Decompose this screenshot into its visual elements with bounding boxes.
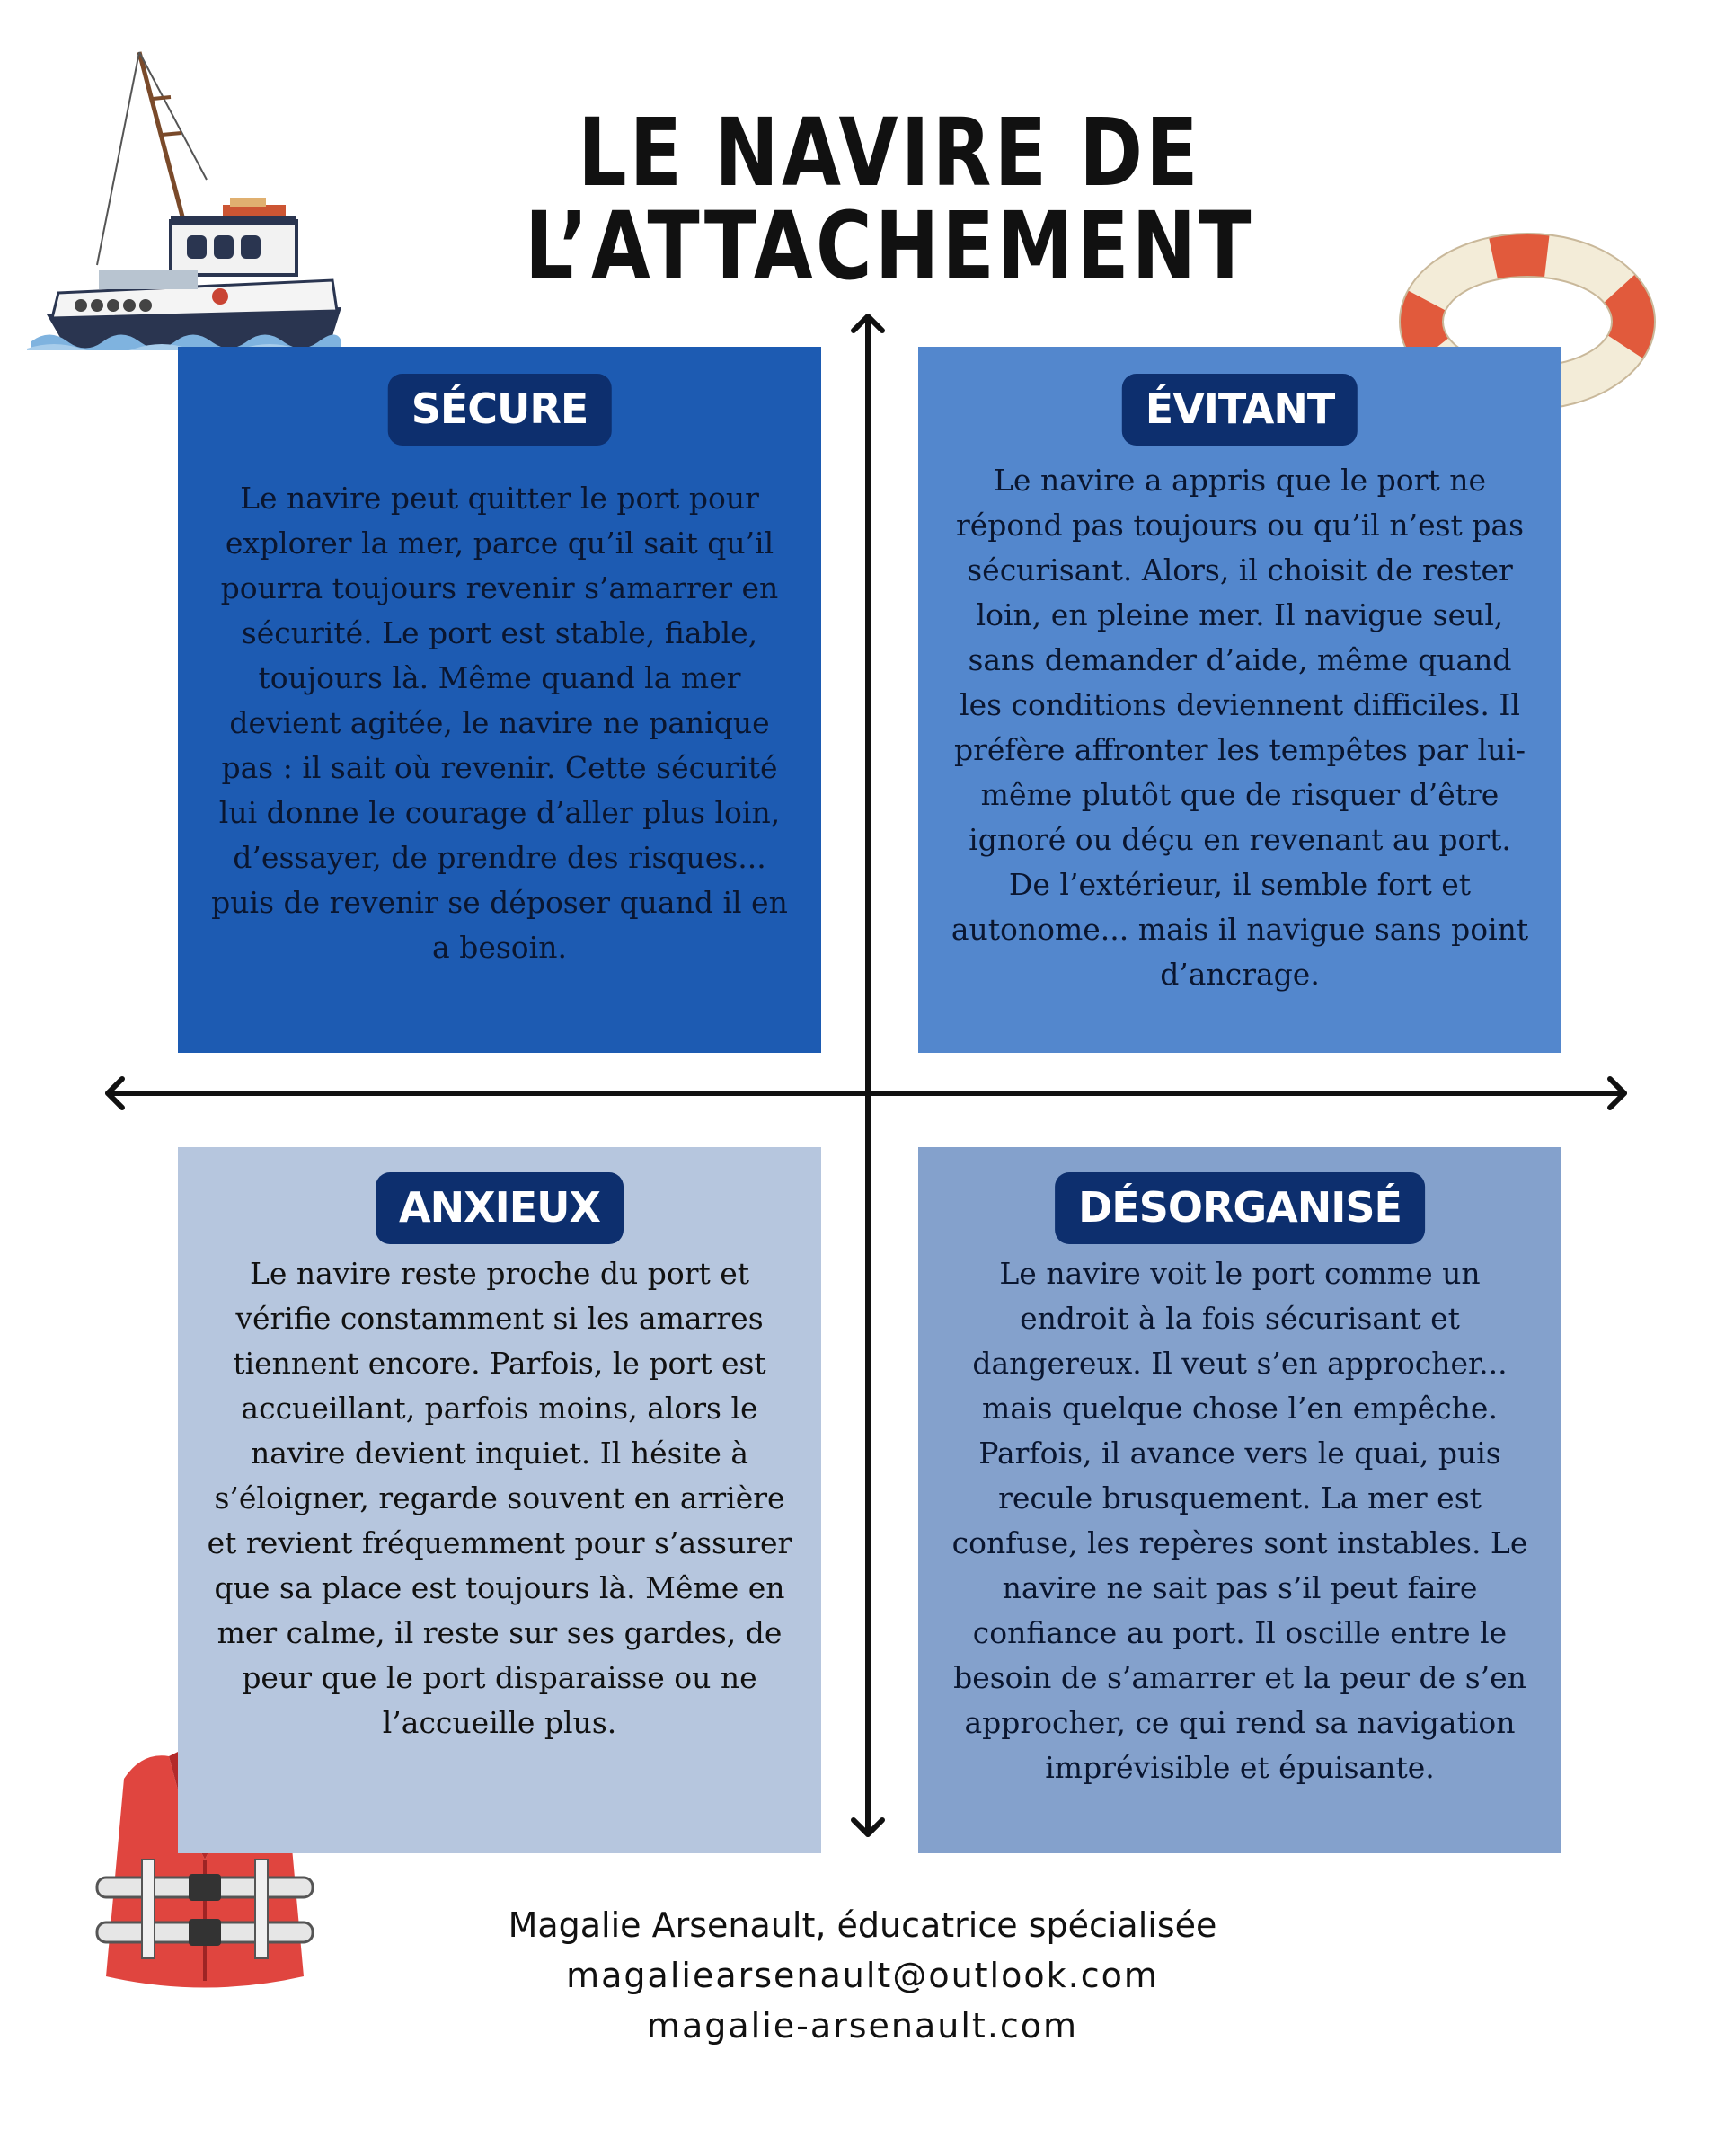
footer-website: magalie-arsenault.com <box>646 2006 1079 2046</box>
text-desorganise: Le navire voit le port comme un endroit à la fois sécurisant et dangereux. Il veut s’en approcher... mais quelque chose l’en empêche. Parfois, il avance vers le quai, puis recule brusquement. La mer est confuse, les repères sont instables. Le navire ne sait pas s’il peut faire confiance au port. Il oscille entre le besoin de s’amarrer et la peur de s’en approcher, ce qui rend sa navigation imprévisible et épuisante. <box>951 1256 1528 1785</box>
label-desorganise: DÉSORGANISÉ <box>1055 1172 1425 1244</box>
text-evitant: Le navire a appris que le port ne répond pas toujours ou qu’il n’est pas sécurisant. Alors, il choisit de rester loin, en pleine mer. Il navigue seul, sans demander d’aide, même quand les conditions deviennent difficiles. Il préfère affronter les tempêtes par lui-même plutôt que de risquer d’être ignoré ou déçu en revenant au port. De l’extérieur, il semble fort et autonome... mais il navigue sans point d’ancrage. <box>951 463 1529 992</box>
footer-email: magaliearsenault@outlook.com <box>566 1956 1159 1995</box>
label-anxieux: ANXIEUX <box>376 1172 624 1244</box>
text-secure: Le navire peut quitter le port pour explorer la mer, parce qu’il sait qu’il pourra toujours revenir s’amarrer en sécurité. Le port est stable, fiable, toujours là. Même quand la mer devient agitée, le navire ne panique pas : il sait où revenir. Cette sécurité lui donne le courage d’aller plus loin, d’essayer, de prendre des risques... puis de revenir se déposer quand il en a besoin. <box>211 481 788 965</box>
label-evitant: ÉVITANT <box>1122 374 1358 446</box>
label-secure: SÉCURE <box>388 374 612 446</box>
page-title: LE NAVIRE DE L’ATTACHEMENT <box>525 98 1254 301</box>
text-anxieux: Le navire reste proche du port et vérifie constamment si les amarres tiennent encore. Parfois, le port est accueillant, parfois moins, alors le navire devient inquiet. Il hésite à s’éloigner, regarde souvent en arrière et revient fréquemment pour s’assurer que sa place est toujours là. Même en mer calme, il reste sur ses gardes, de peur que le port disparaisse ou ne l’accueille plus. <box>207 1256 792 1740</box>
footer-author: Magalie Arsenault, éducatrice spécialisée <box>508 1905 1217 1945</box>
